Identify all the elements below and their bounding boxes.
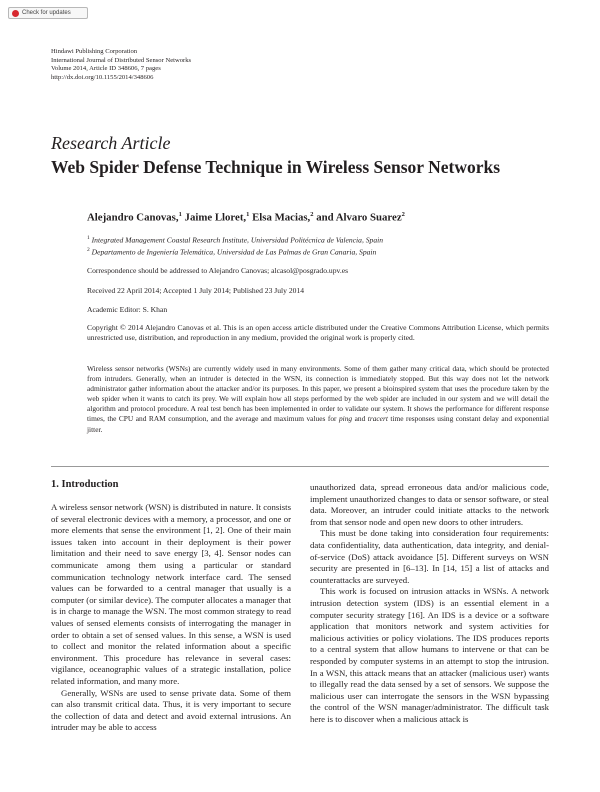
author-affiliation-mark: 2 — [401, 211, 405, 218]
abstract-conjunction: and — [352, 414, 368, 424]
publisher: Hindawi Publishing Corporation — [51, 48, 138, 55]
badge-label: Check for updates — [22, 10, 71, 16]
doi-link[interactable]: http://dx.doi.org/10.1155/2014/348606 — [51, 73, 154, 81]
author-name: Jaime Lloret, — [184, 211, 247, 224]
copyright-notice: Copyright © 2014 Alejandro Canovas et al. This is an open access article distributed under the Creative Commons Attribution License, which permits unrestricted use, distribution, and reproduction in any medium, provided the original work is properly cited. — [87, 323, 549, 343]
affiliation — [87, 235, 383, 245]
affiliation-mark: 1 — [87, 235, 90, 241]
left-column — [51, 502, 291, 734]
article-title: Web Spider Defense Technique in Wireless Sensor Networks — [51, 157, 501, 177]
abstract — [87, 364, 549, 435]
author-affiliation-mark: 1 — [246, 211, 250, 218]
author-list — [87, 211, 405, 224]
section-divider — [51, 466, 549, 467]
abstract-term-tracert: tracert — [367, 414, 388, 424]
abstract-term-ping: ping — [338, 414, 353, 424]
section-heading-introduction: 1. Introduction — [51, 479, 119, 490]
academic-editor: Academic Editor: S. Khan — [87, 305, 168, 314]
author-name: Elsa Macias, — [252, 211, 311, 224]
publication-dates: Received 22 April 2014; Accepted 1 July 2014; Published 23 July 2014 — [87, 286, 305, 295]
check-for-updates-badge[interactable] — [8, 7, 88, 19]
author-name: and Alvaro Suarez — [316, 211, 402, 224]
affiliation-text: Departamento de Ingeniería Telemática, Universidad de Las Palmas de Gran Canaria, Spain — [91, 247, 377, 257]
paragraph: unauthorized data, spread erroneous data and/or malicious code, implement unauthorized changes to data or sensor software, or steal data. Moreover, an intruder could initiate attacks to the network from that sensor node and open new doors to other intruders. — [310, 482, 549, 527]
author-name: Alejandro Canovas, — [87, 211, 179, 224]
abstract-text: Wireless sensor networks (WSNs) are currently widely used in many environments. Some of them gather many critical data, which should be protected from intruders. Generally, when an intruder is detected in the WSN, its connection is immediately stopped. But this way does not let the network administrator gather information about the attacker and/or its purposes. In this paper, we present a bioinspired system that uses the procedure taken by the web spider when it wants to catch its prey. We will explain how all steps performed by the web spider are included in our system and we will detail the algorithm and protocol procedure. A real test bench has been implemented in order to validate our system. It shows the performance for different response times, the CPU and RAM consumption, and the average and maximum values for — [87, 364, 549, 424]
affiliation-text: Integrated Management Coastal Research Institute, Universidad Politécnica de Valencia, Spain — [91, 235, 384, 245]
crossmark-icon — [12, 10, 19, 17]
affiliation — [87, 247, 376, 257]
paragraph: Generally, WSNs are used to sense private data. Some of them can also transmit critical data. Thus, it is very important to secure the collection of data and detect and avoid external intrusions. An intruder may be able to access — [51, 687, 291, 733]
correspondence: Correspondence should be addressed to Alejandro Canovas; alcasol@posgrado.upv.es — [87, 266, 349, 275]
right-column — [310, 482, 549, 725]
volume-info: Volume 2014, Article ID 348606, 7 pages — [51, 65, 161, 73]
paragraph: A wireless sensor network (WSN) is distributed in nature. It consists of several electronic devices with a memory, a processor, and one or more elements that sense the environment [1, 2]. One of their main issues taken into account in their deployment is their power limitation and their need to save energy [3, 4]. Sensor nodes can communicate among them using a particular or standard communication technology network interface card. The sensed values can be forwarded to a central manager that usually is a computer (or similar device). The computer allocates a manager that is in charge to manage the WSN. The most common strategy to read values of sensed elements consists of interrogating the manager in order to obtain a set of sensed values. In this sense, a WSN is used to collect and monitor the related information about a specific environment. This procedure has relevance in several cases: vigilance, oceanographic values of a strategic installation, police related information, and many more. — [51, 502, 291, 686]
author-affiliation-mark: 2 — [310, 211, 314, 218]
journal-header — [51, 48, 191, 82]
journal-name: International Journal of Distributed Sensor Networks — [51, 56, 192, 64]
article-type: Research Article — [51, 133, 171, 153]
abstract-tail: time responses using constant delay and exponential jitter. — [87, 414, 549, 434]
paragraph: This work is focused on intrusion attacks in WSNs. A network intrusion detection system (IDS) is an essential element in a computer security strategy [16]. An IDS is a device or a software application that monitors network and system activities for malicious activities or policy violations. The IDS produces reports to a central system that allow humans to intervene or that can be responded by computer systems in an attempt to stop the intrusion. In a WSN, this attack means that an attacker (malicious user) wants to illegally read the data sensed by a set of sensors. We suppose the malicious user can interrogate the sensors in the WSN bypassing the control of the WSN manager/administrator. The difficult task here is to discover when a malicious attack is — [310, 586, 549, 724]
paragraph: This must be done taking into consideration four requirements: data confidentiality, data authentication, data integrity, and denial-of-service (DoS) attack avoidance [5]. Different surveys on WSN security are presented in [6–13]. In [14, 15] a list of attacks and counterattacks are surveyed. — [310, 528, 549, 585]
affiliation-mark: 2 — [87, 247, 90, 253]
author-affiliation-mark: 1 — [178, 211, 182, 218]
